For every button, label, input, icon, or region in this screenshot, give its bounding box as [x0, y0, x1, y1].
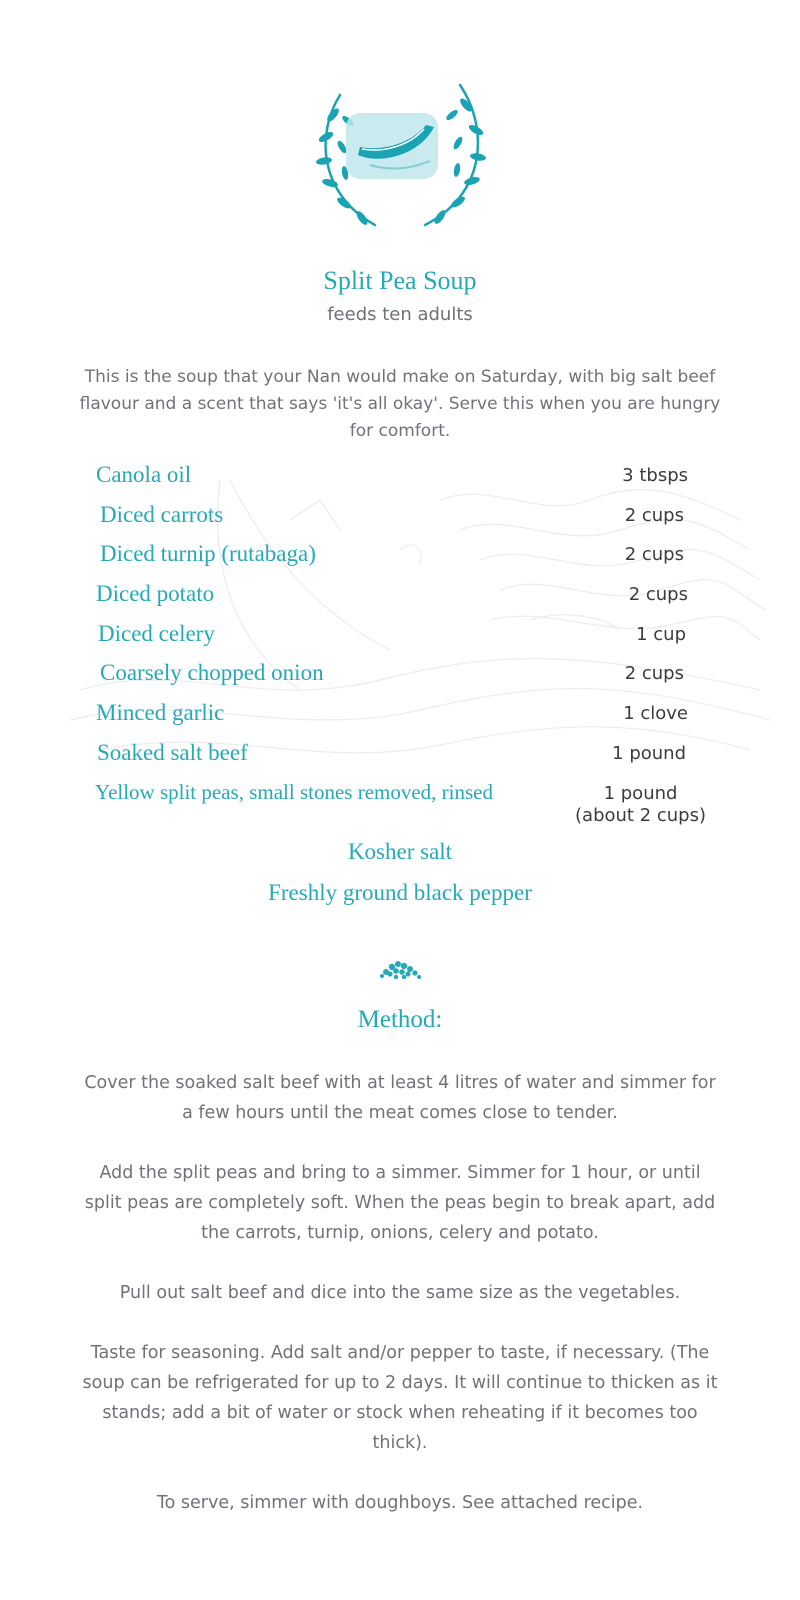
recipe-servings: feeds ten adults — [327, 304, 473, 325]
ingredient-row — [0, 700, 800, 740]
boat-laurel-emblem-icon — [300, 75, 500, 245]
ingredient-amount: 2 cups — [628, 584, 688, 605]
ingredient-amount-primary: 1 pound — [603, 783, 678, 804]
ingredient-name: Coarsely chopped onion — [100, 660, 324, 685]
recipe-intro: This is the soup that your Nan would make on Saturday, with big salt beef flavour and a scent that says 'it's all okay'. Serve this when you are hungry for comfort. — [79, 367, 721, 441]
ingredient-amount: 1 clove — [623, 703, 688, 724]
ingredient-row — [0, 660, 800, 700]
ingredient-row — [0, 621, 800, 661]
ingredient-row — [0, 780, 800, 830]
ingredient-row — [0, 581, 800, 621]
ingredient-row — [0, 740, 800, 780]
ingredient-name: Minced garlic — [96, 700, 225, 725]
method-step: Add the split peas and bring to a simmer. Simmer for 1 hour, or until split peas are completely soft. When the peas begin to break apart, add the carrots, turnip, onions, celery and potato. — [84, 1163, 716, 1243]
ingredient-name: Soaked salt beef — [97, 740, 248, 765]
recipe-title: Split Pea Soup — [323, 266, 477, 295]
ingredient-amount-note: (about 2 cups) — [575, 805, 706, 826]
ingredient-amount: 1 pound — [612, 743, 686, 764]
method-heading: Method: — [357, 1006, 443, 1033]
seasoning-pepper: Freshly ground black pepper — [268, 880, 532, 905]
method-step: Cover the soaked salt beef with at least 4 litres of water and simmer for a few hours until the meat comes close to tender. — [84, 1073, 716, 1123]
method-step: Taste for seasoning. Add salt and/or pepper to taste, if necessary. (The soup can be refrigerated for up to 2 days. It will continue to thicken as it stands; add a bit of water or stock when reheating if it becomes too thick). — [82, 1343, 718, 1453]
ingredient-name: Diced carrots — [100, 502, 224, 527]
ingredient-row — [0, 502, 800, 542]
ingredient-name: Diced potato — [96, 581, 215, 606]
ingredient-amount: 3 tbsps — [622, 465, 688, 486]
ingredient-name: Yellow split peas, small stones removed, rinsed — [95, 780, 493, 804]
ingredient-amount: 2 cups — [624, 663, 684, 684]
coral-divider-icon — [376, 954, 424, 984]
ingredient-amount: 2 cups — [624, 544, 684, 565]
method-step: Pull out salt beef and dice into the same size as the vegetables. — [119, 1283, 681, 1303]
seasoning-salt: Kosher salt — [347, 839, 453, 864]
ingredient-row — [0, 462, 800, 502]
ingredient-name: Diced turnip (rutabaga) — [100, 541, 316, 566]
ingredient-name: Canola oil — [96, 462, 192, 487]
ingredient-name: Diced celery — [98, 621, 215, 646]
ingredient-amount — [575, 783, 706, 827]
method-steps — [80, 1068, 720, 1548]
ingredient-amount: 1 cup — [636, 624, 686, 645]
ingredient-row — [0, 541, 800, 581]
method-step: To serve, simmer with doughboys. See attached recipe. — [156, 1493, 644, 1513]
ingredient-amount: 2 cups — [624, 505, 684, 526]
